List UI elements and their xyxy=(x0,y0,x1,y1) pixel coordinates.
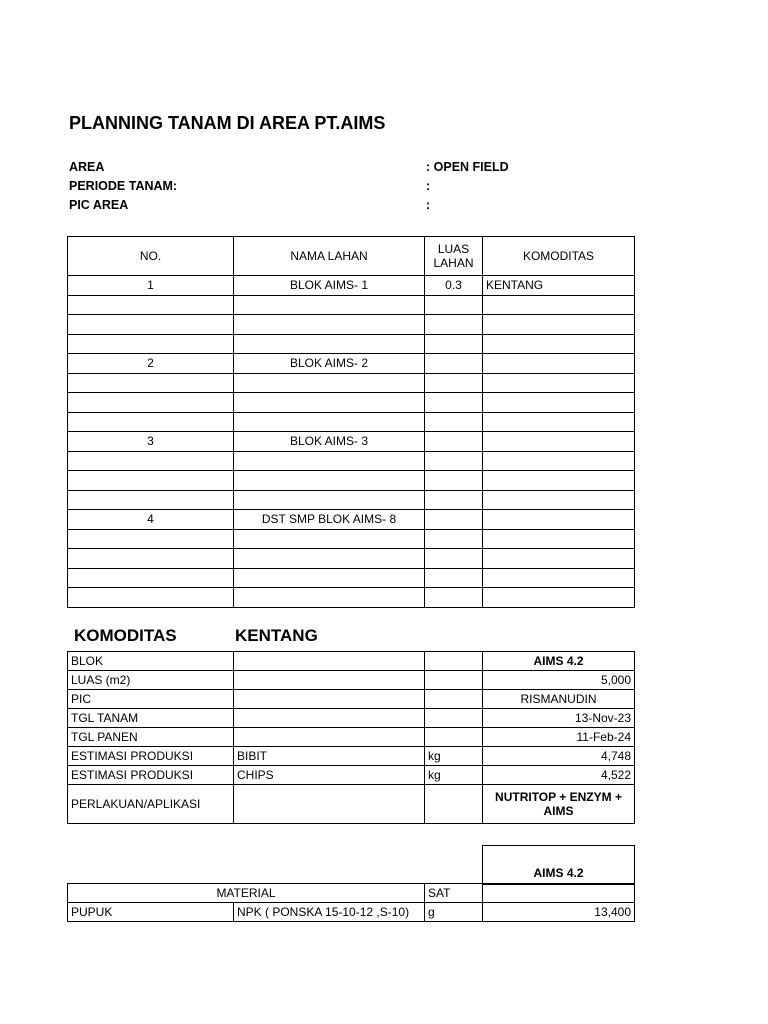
aims-header-label: AIMS 4.2 xyxy=(533,866,584,880)
table-row xyxy=(68,276,635,296)
cell-field: TGL TANAM xyxy=(68,709,234,728)
cell-no xyxy=(68,412,234,432)
cell-luas-lahan xyxy=(425,334,483,354)
cell-komoditas xyxy=(483,568,635,588)
cell-sub xyxy=(234,709,425,728)
lahan-table xyxy=(67,236,635,608)
cell-field: ESTIMASI PRODUKSI xyxy=(68,766,234,785)
cell-sub xyxy=(234,652,425,671)
cell-no xyxy=(68,451,234,471)
cell-luas-lahan xyxy=(425,412,483,432)
cell-field: TGL PANEN xyxy=(68,728,234,747)
cell-luas-lahan xyxy=(425,471,483,491)
cell-no: 2 xyxy=(68,354,234,374)
header-komoditas: KOMODITAS xyxy=(483,237,635,276)
cell-no xyxy=(68,568,234,588)
cell-field: ESTIMASI PRODUKSI xyxy=(68,747,234,766)
cell-sub xyxy=(234,690,425,709)
table-row xyxy=(68,671,635,690)
pic-area-value: : xyxy=(426,198,431,212)
table-row xyxy=(68,568,635,588)
cell-komoditas xyxy=(483,451,635,471)
material-header: MATERIAL xyxy=(68,884,425,903)
cell-value: 11-Feb-24 xyxy=(483,728,635,747)
cell-value: RISMANUDIN xyxy=(483,690,635,709)
cell-komoditas xyxy=(483,549,635,569)
cell-luas-lahan xyxy=(425,529,483,549)
cell-value: 5,000 xyxy=(483,671,635,690)
pic-area-label: PIC AREA xyxy=(69,198,129,212)
table-row xyxy=(68,412,635,432)
cell-luas-lahan xyxy=(425,432,483,452)
table-row xyxy=(68,510,635,530)
cell-nama-lahan xyxy=(234,549,425,569)
cell-field: LUAS (m2) xyxy=(68,671,234,690)
cell-unit: kg xyxy=(425,747,483,766)
cell-komoditas xyxy=(483,490,635,510)
periode-value: : xyxy=(426,179,431,193)
cell-field: PIC xyxy=(68,690,234,709)
table-row xyxy=(68,652,635,671)
cell-value: 4,748 xyxy=(483,747,635,766)
cell-luas-lahan xyxy=(425,549,483,569)
cell-komoditas xyxy=(483,393,635,413)
table-row xyxy=(68,334,635,354)
cell-luas-lahan xyxy=(425,393,483,413)
cell-value: 13-Nov-23 xyxy=(483,709,635,728)
cell-unit xyxy=(425,690,483,709)
cell-komoditas xyxy=(483,412,635,432)
periode-label: PERIODE TANAM: xyxy=(69,179,178,193)
cell-nama-lahan xyxy=(234,568,425,588)
cell-nama-lahan xyxy=(234,334,425,354)
cell-komoditas xyxy=(483,334,635,354)
cell-unit: kg xyxy=(425,766,483,785)
cell-komoditas xyxy=(483,315,635,335)
cell-luas-lahan xyxy=(425,354,483,374)
perlakuan-value: NUTRITOP + ENZYM + AIMS xyxy=(483,785,635,824)
cell-nama-lahan: BLOK AIMS- 3 xyxy=(234,432,425,452)
cell-nama-lahan xyxy=(234,471,425,491)
cell-luas-lahan: 0.3 xyxy=(425,276,483,296)
cell-nama-lahan xyxy=(234,588,425,608)
cell-unit xyxy=(425,709,483,728)
table-row xyxy=(68,373,635,393)
material-header-row xyxy=(68,884,635,903)
cell-material: NPK ( PONSKA 15-10-12 ,S-10) xyxy=(234,903,425,922)
cell-value: 4,522 xyxy=(483,766,635,785)
cell-no xyxy=(68,334,234,354)
cell-komoditas xyxy=(483,354,635,374)
cell-no: 3 xyxy=(68,432,234,452)
cell-no xyxy=(68,490,234,510)
table-row xyxy=(68,451,635,471)
table-row xyxy=(68,432,635,452)
table-row xyxy=(68,747,635,766)
perlakuan-row xyxy=(68,785,635,824)
cell-nama-lahan xyxy=(234,373,425,393)
cell-sat: g xyxy=(425,903,483,922)
table-row xyxy=(68,690,635,709)
cell-unit xyxy=(425,671,483,690)
cell-no xyxy=(68,295,234,315)
cell-nama-lahan xyxy=(234,412,425,432)
table-row xyxy=(68,588,635,608)
table-row xyxy=(68,471,635,491)
cell-komoditas xyxy=(483,432,635,452)
sat-header: SAT xyxy=(425,884,483,903)
cell-no xyxy=(68,529,234,549)
table-row xyxy=(68,295,635,315)
cell-no xyxy=(68,315,234,335)
lahan-table-header xyxy=(68,237,635,276)
cell-nama-lahan xyxy=(234,529,425,549)
cell-luas-lahan xyxy=(425,451,483,471)
cell-nama-lahan xyxy=(234,490,425,510)
table-row xyxy=(68,549,635,569)
cell-komoditas xyxy=(483,510,635,530)
table-row xyxy=(68,490,635,510)
cell-komoditas xyxy=(483,529,635,549)
table-row xyxy=(68,354,635,374)
cell-no: 1 xyxy=(68,276,234,296)
cell-komoditas: KENTANG xyxy=(483,276,635,296)
aims-header-box xyxy=(482,845,635,885)
cell-luas-lahan xyxy=(425,490,483,510)
header-nama-lahan: NAMA LAHAN xyxy=(234,237,425,276)
page-title: PLANNING TANAM DI AREA PT.AIMS xyxy=(69,113,386,133)
table-row xyxy=(68,903,635,922)
table-row xyxy=(68,315,635,335)
cell-no xyxy=(68,393,234,413)
cell-unit xyxy=(425,652,483,671)
komoditas-value: KENTANG xyxy=(235,626,318,645)
cell-no: 4 xyxy=(68,510,234,530)
header-luas-lahan: LUAS LAHAN xyxy=(425,237,483,276)
cell-unit xyxy=(425,728,483,747)
perlakuan-empty-c xyxy=(425,785,483,824)
cell-nama-lahan xyxy=(234,393,425,413)
cell-sub: BIBIT xyxy=(234,747,425,766)
komoditas-table xyxy=(67,651,635,824)
cell-luas-lahan xyxy=(425,568,483,588)
area-value: : OPEN FIELD xyxy=(426,160,509,174)
cell-no xyxy=(68,549,234,569)
cell-luas-lahan xyxy=(425,315,483,335)
cell-luas-lahan xyxy=(425,588,483,608)
perlakuan-empty-b xyxy=(234,785,425,824)
table-row xyxy=(68,766,635,785)
table-row xyxy=(68,393,635,413)
cell-komoditas xyxy=(483,373,635,393)
cell-sub xyxy=(234,728,425,747)
header-no: NO. xyxy=(68,237,234,276)
table-row xyxy=(68,709,635,728)
cell-field: BLOK xyxy=(68,652,234,671)
cell-luas-lahan xyxy=(425,373,483,393)
cell-nama-lahan xyxy=(234,315,425,335)
cell-sub: CHIPS xyxy=(234,766,425,785)
cell-kategori: PUPUK xyxy=(68,903,234,922)
cell-nama-lahan: BLOK AIMS- 1 xyxy=(234,276,425,296)
area-label: AREA xyxy=(69,160,105,174)
table-row xyxy=(68,529,635,549)
cell-luas-lahan xyxy=(425,510,483,530)
value-header xyxy=(483,884,635,903)
komoditas-label: KOMODITAS xyxy=(74,626,177,645)
cell-value: AIMS 4.2 xyxy=(483,652,635,671)
cell-luas-lahan xyxy=(425,295,483,315)
table-row xyxy=(68,728,635,747)
cell-sub xyxy=(234,671,425,690)
cell-value: 13,400 xyxy=(483,903,635,922)
cell-no xyxy=(68,373,234,393)
cell-nama-lahan: DST SMP BLOK AIMS- 8 xyxy=(234,510,425,530)
perlakuan-label: PERLAKUAN/APLIKASI xyxy=(68,785,234,824)
cell-no xyxy=(68,588,234,608)
cell-no xyxy=(68,471,234,491)
cell-nama-lahan xyxy=(234,451,425,471)
cell-nama-lahan: BLOK AIMS- 2 xyxy=(234,354,425,374)
cell-nama-lahan xyxy=(234,295,425,315)
material-table xyxy=(67,883,635,922)
cell-komoditas xyxy=(483,471,635,491)
cell-komoditas xyxy=(483,295,635,315)
cell-komoditas xyxy=(483,588,635,608)
